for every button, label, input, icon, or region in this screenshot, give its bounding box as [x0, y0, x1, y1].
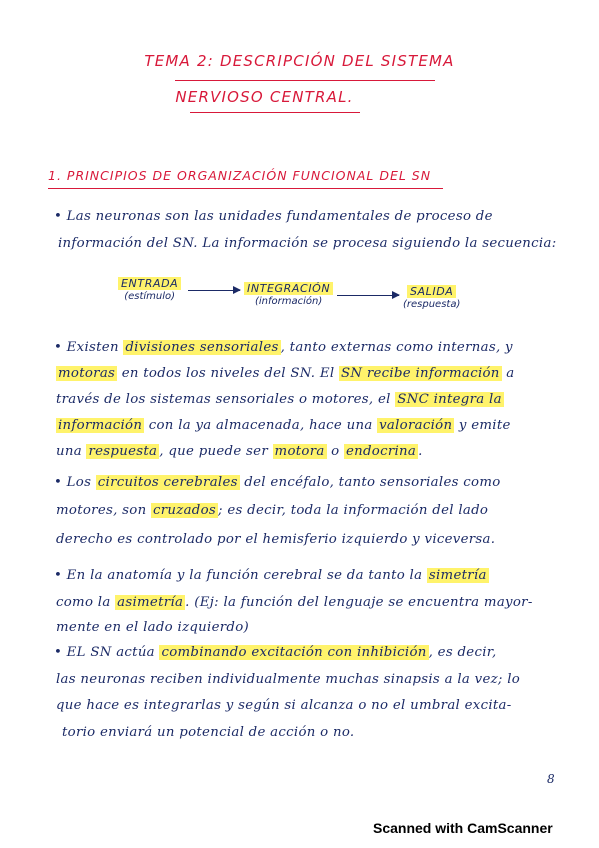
paragraph-5-line-4: torio enviará un potencial de acción o no. [62, 725, 355, 740]
paragraph-5-line-1 [54, 645, 497, 660]
text-run: través de los sistemas sensoriales o motores, el [56, 392, 396, 407]
paragraph-5-line-3: que hace es integrarlas y según si alcanza o no el umbral excita- [56, 698, 512, 713]
paragraph-4-line-3: mente en el lado izquierdo) [56, 620, 250, 635]
paragraph-3-line-2 [56, 503, 488, 518]
text-run: . (Ej: la función del lenguaje se encuentra mayor- [185, 595, 533, 610]
highlighted-term: SN recibe información [340, 366, 500, 381]
flow-node-salida [403, 285, 460, 310]
flow-arrow-icon [337, 295, 399, 296]
scanner-watermark: Scanned with CamScanner [373, 820, 553, 836]
flow-node-entrada [118, 277, 181, 302]
highlighted-term: valoración [379, 418, 453, 433]
highlighted-term: respuesta [88, 444, 158, 459]
highlighted-term: SNC integra la [397, 392, 502, 407]
paragraph-2-line-1 [54, 340, 513, 355]
flow-node-sub: (respuesta) [403, 299, 461, 310]
text-run: . [418, 444, 423, 459]
title-underline-2 [190, 112, 360, 113]
page-title-line-2: NERVIOSO CENTRAL. [175, 88, 354, 106]
text-run: y emite [454, 418, 511, 433]
flow-node-label: INTEGRACIÓN [244, 282, 333, 295]
paragraph-4-line-1 [54, 568, 489, 583]
highlighted-term: circuitos cerebrales [97, 475, 238, 490]
text-run: como la [56, 595, 116, 610]
highlighted-term: cruzados [153, 503, 217, 518]
text-run: una [56, 444, 87, 459]
flow-node-sub: (información) [254, 296, 323, 307]
text-run: • EL SN actúa [54, 645, 160, 660]
page-number: 8 [547, 772, 555, 786]
text-run: motores, son [56, 503, 151, 518]
text-run: ; es decir, toda la información del lado [218, 503, 489, 518]
paragraph-5-line-2: las neuronas reciben individualmente muchas sinapsis a la vez; lo [56, 672, 521, 687]
highlighted-term: motora [274, 444, 325, 459]
highlighted-term: simetría [428, 568, 487, 583]
section-heading: 1. PRINCIPIOS DE ORGANIZACIÓN FUNCIONAL DEL SN [48, 168, 432, 183]
paragraph-1-line-2: información del SN. La información se procesa siguiendo la secuencia: [58, 236, 557, 251]
highlighted-term: información [58, 418, 143, 433]
text-run: o [326, 444, 344, 459]
text-run: en todos los niveles del SN. El [117, 366, 339, 381]
text-run: , tanto externas como internas, y [280, 340, 513, 355]
text-run: a [501, 366, 515, 381]
text-run: • En la anatomía y la función cerebral se da tanto la [54, 568, 427, 583]
paragraph-4-line-2 [56, 595, 533, 610]
text-run: , que puede ser [159, 444, 273, 459]
paragraph-2-line-5 [56, 444, 423, 459]
section-underline [48, 188, 443, 189]
text-run: con la ya almacenada, hace una [144, 418, 378, 433]
flow-arrow-icon [188, 290, 240, 291]
text-run: • Los [54, 475, 96, 490]
flow-node-label: ENTRADA [118, 277, 181, 290]
paragraph-3-line-1 [54, 475, 501, 490]
highlighted-term: divisiones sensoriales [125, 340, 279, 355]
flow-node-label: SALIDA [407, 285, 456, 298]
text-run: del encéfalo, tanto sensoriales como [239, 475, 501, 490]
title-underline-1 [175, 80, 435, 81]
text-run: , es decir, [428, 645, 497, 660]
paragraph-2-line-2 [56, 366, 514, 381]
paragraph-2-line-3 [56, 392, 504, 407]
flow-node-sub: (estímulo) [124, 291, 176, 302]
paragraph-2-line-4 [56, 418, 511, 433]
paragraph-1-line-1: • Las neuronas son las unidades fundamentales de proceso de [54, 209, 493, 224]
text-run: • Existen [54, 340, 124, 355]
flow-node-integracion [244, 282, 333, 307]
highlighted-term: asimetría [117, 595, 184, 610]
page-title-line-1: TEMA 2: DESCRIPCIÓN DEL SISTEMA [144, 52, 455, 70]
highlighted-term: combinando excitación con inhibición [161, 645, 427, 660]
highlighted-term: motoras [58, 366, 116, 381]
highlighted-term: endocrina [345, 444, 417, 459]
paragraph-3-line-3: derecho es controlado por el hemisferio izquierdo y viceversa. [56, 532, 496, 547]
